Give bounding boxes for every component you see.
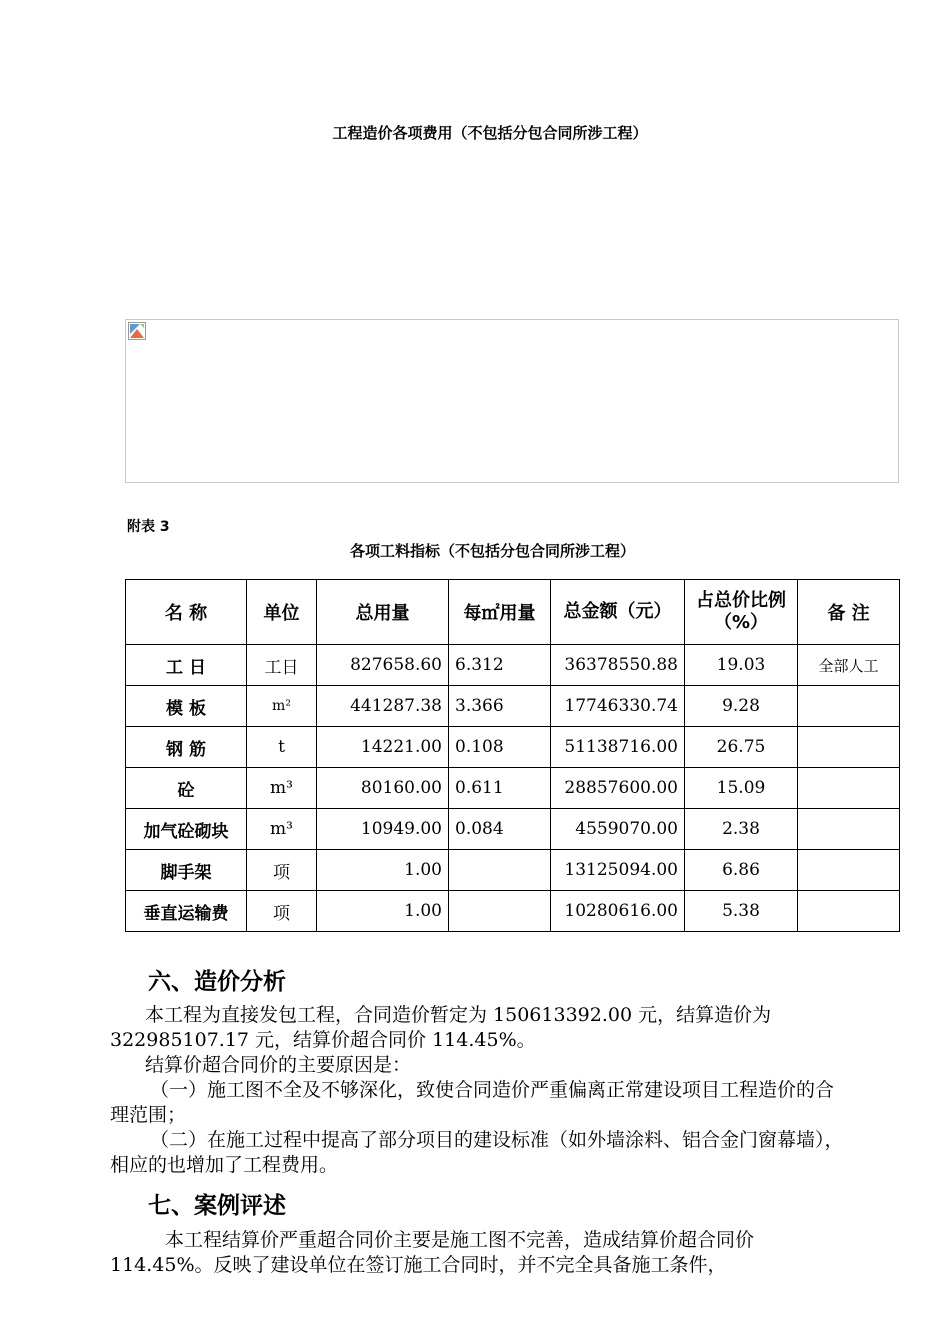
material-index-table (125, 579, 900, 932)
table-row: 加气砼砌块 m³ 10949.00 0.084 4559070.00 2.38 (126, 809, 900, 850)
table-row: 钢 筋 t 14221.00 0.108 51138716.00 26.75 (126, 727, 900, 768)
section7-heading: 七、案例评述 (148, 1192, 286, 1219)
table-row: 模 板 m² 441287.38 3.366 17746330.74 9.28 (126, 686, 900, 727)
header-per-m2: 每㎡用量 (449, 580, 551, 645)
missing-image-placeholder (125, 319, 899, 483)
section6-paragraph-4: （二）在施工过程中提高了部分项目的建设标准（如外墙涂料、铝合金门窗幕墙），相应的也增加了工程费用。 (110, 1129, 844, 1176)
section6-paragraph-1: 本工程为直接发包工程，合同造价暂定为 150613392.00 元，结算造价为 322985107.17 元，结算价超合同价 114.45%。 (110, 1004, 772, 1051)
section6-paragraph-2: 结算价超合同价的主要原因是： (145, 1054, 412, 1076)
broken-image-icon (128, 322, 146, 340)
table-row: 工 日 工日 827658.60 6.312 36378550.88 19.03 全部人工 (126, 645, 900, 686)
header-amount: 总金额（元） (551, 580, 685, 645)
header-unit: 单位 (247, 580, 317, 645)
material-index-title: 各项工料指标（不包括分包合同所涉工程） (349, 542, 635, 560)
header-name: 名 称 (126, 580, 247, 645)
section7-paragraph-1: 本工程结算价严重超合同价主要是施工图不完善，造成结算价超合同价 114.45%。反映了建设单位在签订施工合同时，并不完全具备施工条件， (110, 1229, 755, 1276)
table-row: 脚手架 项 1.00 13125094.00 6.86 (126, 850, 900, 891)
table-header-row (126, 580, 900, 645)
table-row: 砼 m³ 80160.00 0.611 28857600.00 15.09 (126, 768, 900, 809)
header-note: 备 注 (798, 580, 900, 645)
header-ratio: 占总价比例（%） (685, 580, 798, 645)
section6-paragraph-3: （一）施工图不全及不够深化，致使合同造价严重偏离正常建设项目工程造价的合理范围； (110, 1079, 835, 1126)
section6-heading: 六、造价分析 (148, 968, 286, 995)
cost-breakdown-title: 工程造价各项费用（不包括分包合同所涉工程） (332, 124, 648, 142)
header-total: 总用量 (317, 580, 449, 645)
table-row: 垂直运输费 项 1.00 10280616.00 5.38 (126, 891, 900, 932)
appendix-label: 附表 3 (127, 519, 170, 535)
